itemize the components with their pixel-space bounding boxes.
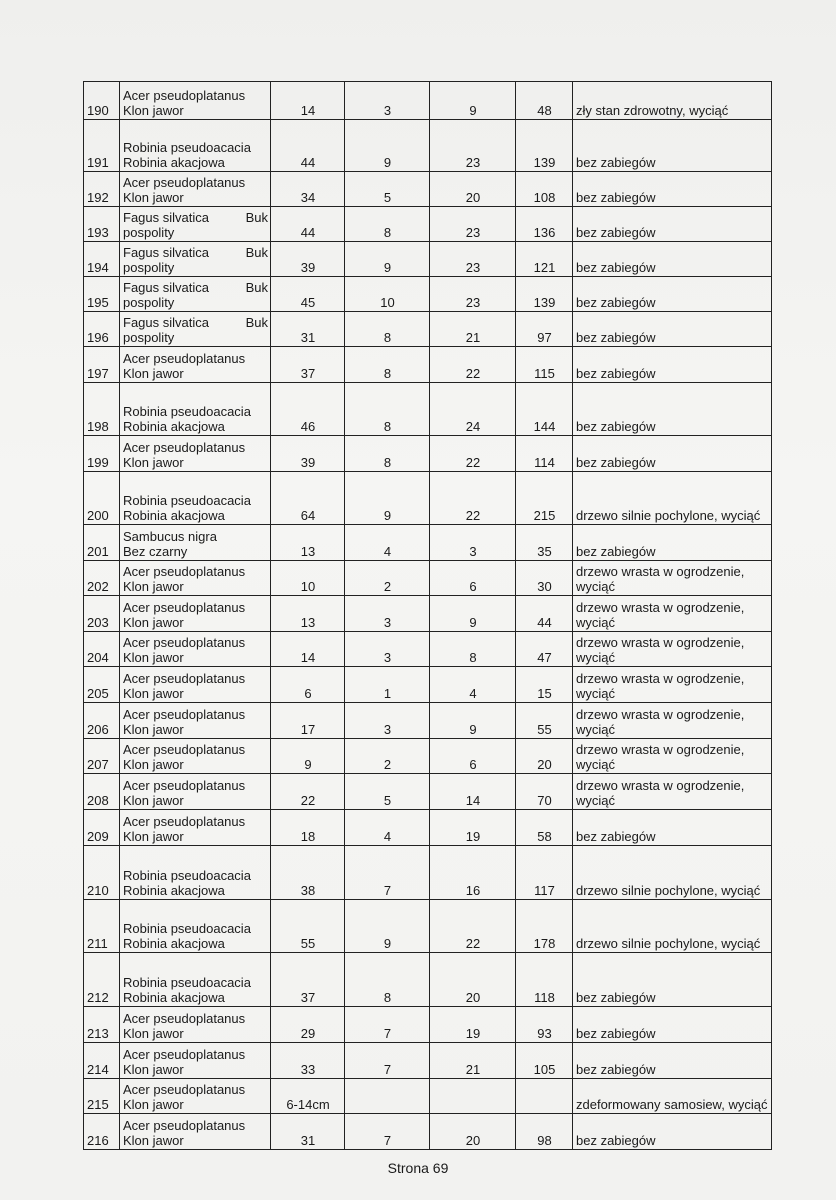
species-cell [120,277,271,312]
trunk-diameter: 13 [271,525,345,561]
species-latin: Acer pseudoplatanus [123,175,246,190]
species-polish: pospolity [123,260,175,275]
species-latin: Robinia pseudoacacia [123,868,251,883]
table-row [84,632,772,667]
species-latin: Acer pseudoplatanus [123,1047,246,1062]
species-latin: Acer pseudoplatanus [123,1118,246,1133]
species-cell [120,472,271,525]
tree-number: 211 [84,900,120,953]
crown-radius: 4 [345,525,430,561]
table-row [84,277,772,312]
remarks-cell: bez zabiegów [573,207,772,242]
crown-radius: 8 [345,312,430,347]
species-latin: Acer pseudoplatanus [123,742,246,757]
tree-height: 22 [430,347,516,383]
trunk-diameter: 33 [271,1043,345,1079]
species-polish: Klon jawor [123,829,184,844]
table-row [84,120,772,172]
tree-number: 212 [84,953,120,1007]
species-genus-polish: Buk [245,280,268,295]
tree-number: 216 [84,1114,120,1150]
species-latin: Acer pseudoplatanus [123,635,246,650]
remarks-cell: bez zabiegów [573,953,772,1007]
species-polish: Klon jawor [123,793,184,808]
table-row [84,347,772,383]
crown-radius: 2 [345,561,430,596]
tree-number: 204 [84,632,120,667]
trunk-diameter: 44 [271,207,345,242]
trunk-circumference: 15 [516,667,573,703]
tree-height: 6 [430,739,516,774]
tree-height: 4 [430,667,516,703]
trunk-circumference: 139 [516,120,573,172]
trunk-diameter: 44 [271,120,345,172]
tree-number: 193 [84,207,120,242]
trunk-circumference: 20 [516,739,573,774]
trunk-diameter: 38 [271,846,345,900]
tree-height: 21 [430,312,516,347]
tree-number: 190 [84,82,120,120]
species-polish: Robinia akacjowa [123,419,225,434]
tree-number: 206 [84,703,120,739]
trunk-circumference: 144 [516,383,573,436]
remarks-cell: drzewo silnie pochylone, wyciąć [573,846,772,900]
table-row [84,472,772,525]
crown-radius: 5 [345,774,430,810]
trunk-circumference: 30 [516,561,573,596]
species-latin: Fagus silvatica [123,210,209,225]
species-latin: Acer pseudoplatanus [123,778,246,793]
remarks-cell: drzewo silnie pochylone, wyciąć [573,472,772,525]
table-body [84,82,772,1150]
tree-height: 8 [430,632,516,667]
species-cell [120,596,271,632]
table-row [84,561,772,596]
species-polish: Robinia akacjowa [123,155,225,170]
tree-number: 215 [84,1079,120,1114]
trunk-diameter: 13 [271,596,345,632]
species-latin: Acer pseudoplatanus [123,671,246,686]
tree-number: 195 [84,277,120,312]
trunk-circumference: 55 [516,703,573,739]
crown-radius: 3 [345,632,430,667]
species-polish: Bez czarny [123,544,188,559]
remarks-cell: bez zabiegów [573,120,772,172]
table-row [84,1043,772,1079]
species-cell [120,347,271,383]
crown-radius: 2 [345,739,430,774]
trunk-diameter: 6-14cm [271,1079,345,1114]
trunk-diameter: 18 [271,810,345,846]
tree-height: 23 [430,207,516,242]
tree-number: 207 [84,739,120,774]
trunk-circumference: 70 [516,774,573,810]
remarks-cell: bez zabiegów [573,347,772,383]
tree-number: 191 [84,120,120,172]
species-cell [120,383,271,436]
tree-height: 9 [430,82,516,120]
crown-radius: 7 [345,846,430,900]
remarks-cell [573,667,772,703]
trunk-circumference: 117 [516,846,573,900]
tree-height: 22 [430,436,516,472]
crown-radius: 7 [345,1043,430,1079]
trunk-diameter: 9 [271,739,345,774]
species-genus-polish: Buk [245,315,268,330]
species-polish: Klon jawor [123,455,184,470]
trunk-diameter: 6 [271,667,345,703]
crown-radius: 5 [345,172,430,207]
tree-number: 202 [84,561,120,596]
remarks-line: wyciąć [576,722,616,737]
table-row [84,900,772,953]
remarks-line: drzewo wrasta w ogrodzenie, [576,778,745,793]
remarks-cell [573,561,772,596]
species-cell [120,900,271,953]
remarks-cell: bez zabiegów [573,525,772,561]
table-row [84,846,772,900]
table-row [84,82,772,120]
species-polish: Robinia akacjowa [123,883,225,898]
trunk-diameter: 45 [271,277,345,312]
trunk-circumference: 44 [516,596,573,632]
remarks-cell: bez zabiegów [573,1114,772,1150]
species-genus-polish: Buk [245,210,268,225]
trunk-diameter: 17 [271,703,345,739]
trunk-diameter: 31 [271,312,345,347]
table-row [84,739,772,774]
tree-height: 21 [430,1043,516,1079]
trunk-diameter: 22 [271,774,345,810]
tree-number: 192 [84,172,120,207]
species-latin: Fagus silvatica [123,280,209,295]
tree-number: 205 [84,667,120,703]
remarks-line: wyciąć [576,757,616,772]
trunk-circumference: 35 [516,525,573,561]
species-cell [120,82,271,120]
table-row [84,383,772,436]
species-cell [120,846,271,900]
crown-radius: 8 [345,436,430,472]
tree-height: 19 [430,1007,516,1043]
species-polish: Klon jawor [123,366,184,381]
remarks-line: drzewo wrasta w ogrodzenie, [576,564,745,579]
trunk-circumference: 136 [516,207,573,242]
trunk-diameter: 31 [271,1114,345,1150]
tree-height: 14 [430,774,516,810]
remarks-line: drzewo wrasta w ogrodzenie, [576,707,745,722]
crown-radius: 10 [345,277,430,312]
crown-radius: 9 [345,242,430,277]
species-cell [120,525,271,561]
species-latin: Acer pseudoplatanus [123,88,246,103]
species-latin: Acer pseudoplatanus [123,440,246,455]
trunk-circumference: 98 [516,1114,573,1150]
crown-radius: 1 [345,667,430,703]
remarks-line: drzewo wrasta w ogrodzenie, [576,742,745,757]
species-latin: Acer pseudoplatanus [123,814,246,829]
crown-radius: 3 [345,596,430,632]
trunk-circumference: 215 [516,472,573,525]
table-row [84,436,772,472]
species-polish: Klon jawor [123,757,184,772]
crown-radius: 9 [345,120,430,172]
trunk-circumference: 108 [516,172,573,207]
remarks-line: wyciąć [576,615,616,630]
remarks-cell: bez zabiegów [573,436,772,472]
remarks-line: wyciąć [576,793,616,808]
remarks-cell: bez zabiegów [573,172,772,207]
remarks-line: drzewo wrasta w ogrodzenie, [576,635,745,650]
remarks-cell: bez zabiegów [573,810,772,846]
trunk-circumference: 105 [516,1043,573,1079]
trunk-diameter: 14 [271,632,345,667]
species-latin: Acer pseudoplatanus [123,600,246,615]
tree-height: 9 [430,596,516,632]
table-row [84,667,772,703]
tree-height: 16 [430,846,516,900]
table-row [84,810,772,846]
trunk-diameter: 39 [271,242,345,277]
remarks-cell [573,703,772,739]
table-row [84,525,772,561]
species-polish: Klon jawor [123,722,184,737]
species-latin: Acer pseudoplatanus [123,1082,246,1097]
species-cell [120,667,271,703]
tree-height [430,1079,516,1114]
species-latin: Fagus silvatica [123,315,209,330]
trunk-circumference [516,1079,573,1114]
species-polish: Klon jawor [123,1097,184,1112]
tree-height: 6 [430,561,516,596]
remarks-cell: bez zabiegów [573,383,772,436]
species-cell [120,172,271,207]
remarks-line: wyciąć [576,686,616,701]
remarks-cell [573,632,772,667]
species-cell [120,703,271,739]
tree-height: 24 [430,383,516,436]
species-latin: Acer pseudoplatanus [123,1011,246,1026]
tree-height: 3 [430,525,516,561]
crown-radius: 9 [345,472,430,525]
remarks-cell: drzewo silnie pochylone, wyciąć [573,900,772,953]
table-row [84,953,772,1007]
species-polish: Klon jawor [123,650,184,665]
crown-radius: 7 [345,1114,430,1150]
tree-number: 197 [84,347,120,383]
table-row [84,703,772,739]
crown-radius: 8 [345,347,430,383]
page-number: Strona 69 [387,1160,449,1176]
species-cell [120,207,271,242]
trunk-circumference: 97 [516,312,573,347]
species-polish: Robinia akacjowa [123,990,225,1005]
tree-number: 196 [84,312,120,347]
species-latin: Acer pseudoplatanus [123,707,246,722]
species-polish: pospolity [123,295,175,310]
table-row [84,172,772,207]
table-row [84,207,772,242]
species-cell [120,1114,271,1150]
species-cell [120,561,271,596]
species-polish: Klon jawor [123,190,184,205]
table-row [84,242,772,277]
species-cell [120,1079,271,1114]
species-cell [120,120,271,172]
species-latin: Robinia pseudoacacia [123,975,251,990]
tree-number: 214 [84,1043,120,1079]
table-row [84,774,772,810]
tree-height: 9 [430,703,516,739]
species-latin: Robinia pseudoacacia [123,404,251,419]
trunk-diameter: 37 [271,347,345,383]
tree-height: 20 [430,1114,516,1150]
tree-height: 20 [430,172,516,207]
species-polish: Klon jawor [123,1026,184,1041]
species-latin: Acer pseudoplatanus [123,351,246,366]
species-cell [120,953,271,1007]
remarks-cell: bez zabiegów [573,277,772,312]
tree-number: 209 [84,810,120,846]
table-row [84,596,772,632]
species-latin: Robinia pseudoacacia [123,140,251,155]
trunk-diameter: 39 [271,436,345,472]
species-polish: Klon jawor [123,615,184,630]
tree-height: 23 [430,242,516,277]
species-latin: Sambucus nigra [123,529,217,544]
species-polish: pospolity [123,330,175,345]
table-row [84,1007,772,1043]
remarks-cell: bez zabiegów [573,312,772,347]
trunk-diameter: 29 [271,1007,345,1043]
remarks-line: wyciąć [576,579,616,594]
crown-radius: 8 [345,383,430,436]
trunk-circumference: 114 [516,436,573,472]
trunk-circumference: 93 [516,1007,573,1043]
species-genus-polish: Buk [245,245,268,260]
tree-number: 210 [84,846,120,900]
tree-height: 19 [430,810,516,846]
tree-height: 23 [430,277,516,312]
trunk-diameter: 34 [271,172,345,207]
trunk-circumference: 121 [516,242,573,277]
trunk-diameter: 46 [271,383,345,436]
trunk-diameter: 10 [271,561,345,596]
tree-number: 199 [84,436,120,472]
remarks-line: drzewo wrasta w ogrodzenie, [576,671,745,686]
species-latin: Acer pseudoplatanus [123,564,246,579]
crown-radius: 9 [345,900,430,953]
species-latin: Robinia pseudoacacia [123,493,251,508]
crown-radius: 8 [345,953,430,1007]
species-cell [120,436,271,472]
remarks-cell [573,774,772,810]
crown-radius: 4 [345,810,430,846]
species-cell [120,810,271,846]
species-polish: Klon jawor [123,579,184,594]
species-polish: Klon jawor [123,686,184,701]
remarks-line: drzewo wrasta w ogrodzenie, [576,600,745,615]
tree-height: 20 [430,953,516,1007]
table-row [84,1079,772,1114]
species-latin: Fagus silvatica [123,245,209,260]
species-polish: Klon jawor [123,103,184,118]
species-cell [120,774,271,810]
species-cell [120,242,271,277]
species-cell [120,739,271,774]
tree-number: 203 [84,596,120,632]
trunk-circumference: 115 [516,347,573,383]
species-polish: pospolity [123,225,175,240]
species-cell [120,312,271,347]
tree-height: 22 [430,472,516,525]
trunk-diameter: 55 [271,900,345,953]
remarks-line: wyciąć [576,650,616,665]
trunk-circumference: 139 [516,277,573,312]
crown-radius: 8 [345,207,430,242]
species-cell [120,632,271,667]
crown-radius: 3 [345,82,430,120]
species-latin: Robinia pseudoacacia [123,921,251,936]
trunk-circumference: 178 [516,900,573,953]
remarks-cell [573,739,772,774]
tree-number: 213 [84,1007,120,1043]
crown-radius: 3 [345,703,430,739]
tree-height: 23 [430,120,516,172]
trunk-diameter: 14 [271,82,345,120]
species-polish: Klon jawor [123,1133,184,1148]
species-polish: Klon jawor [123,1062,184,1077]
tree-number: 200 [84,472,120,525]
trunk-diameter: 64 [271,472,345,525]
crown-radius: 7 [345,1007,430,1043]
tree-inventory-table [83,81,772,1150]
species-polish: Robinia akacjowa [123,936,225,951]
crown-radius [345,1079,430,1114]
table-row [84,1114,772,1150]
tree-number: 198 [84,383,120,436]
tree-number: 201 [84,525,120,561]
trunk-circumference: 58 [516,810,573,846]
species-polish: Robinia akacjowa [123,508,225,523]
table-row [84,312,772,347]
trunk-circumference: 48 [516,82,573,120]
remarks-cell: zdeformowany samosiew, wyciąć [573,1079,772,1114]
tree-height: 22 [430,900,516,953]
species-cell [120,1043,271,1079]
species-cell [120,1007,271,1043]
tree-number: 208 [84,774,120,810]
trunk-diameter: 37 [271,953,345,1007]
remarks-cell: bez zabiegów [573,1043,772,1079]
remarks-cell: bez zabiegów [573,242,772,277]
trunk-circumference: 118 [516,953,573,1007]
remarks-cell [573,596,772,632]
tree-number: 194 [84,242,120,277]
remarks-cell: bez zabiegów [573,1007,772,1043]
remarks-cell: zły stan zdrowotny, wyciąć [573,82,772,120]
trunk-circumference: 47 [516,632,573,667]
